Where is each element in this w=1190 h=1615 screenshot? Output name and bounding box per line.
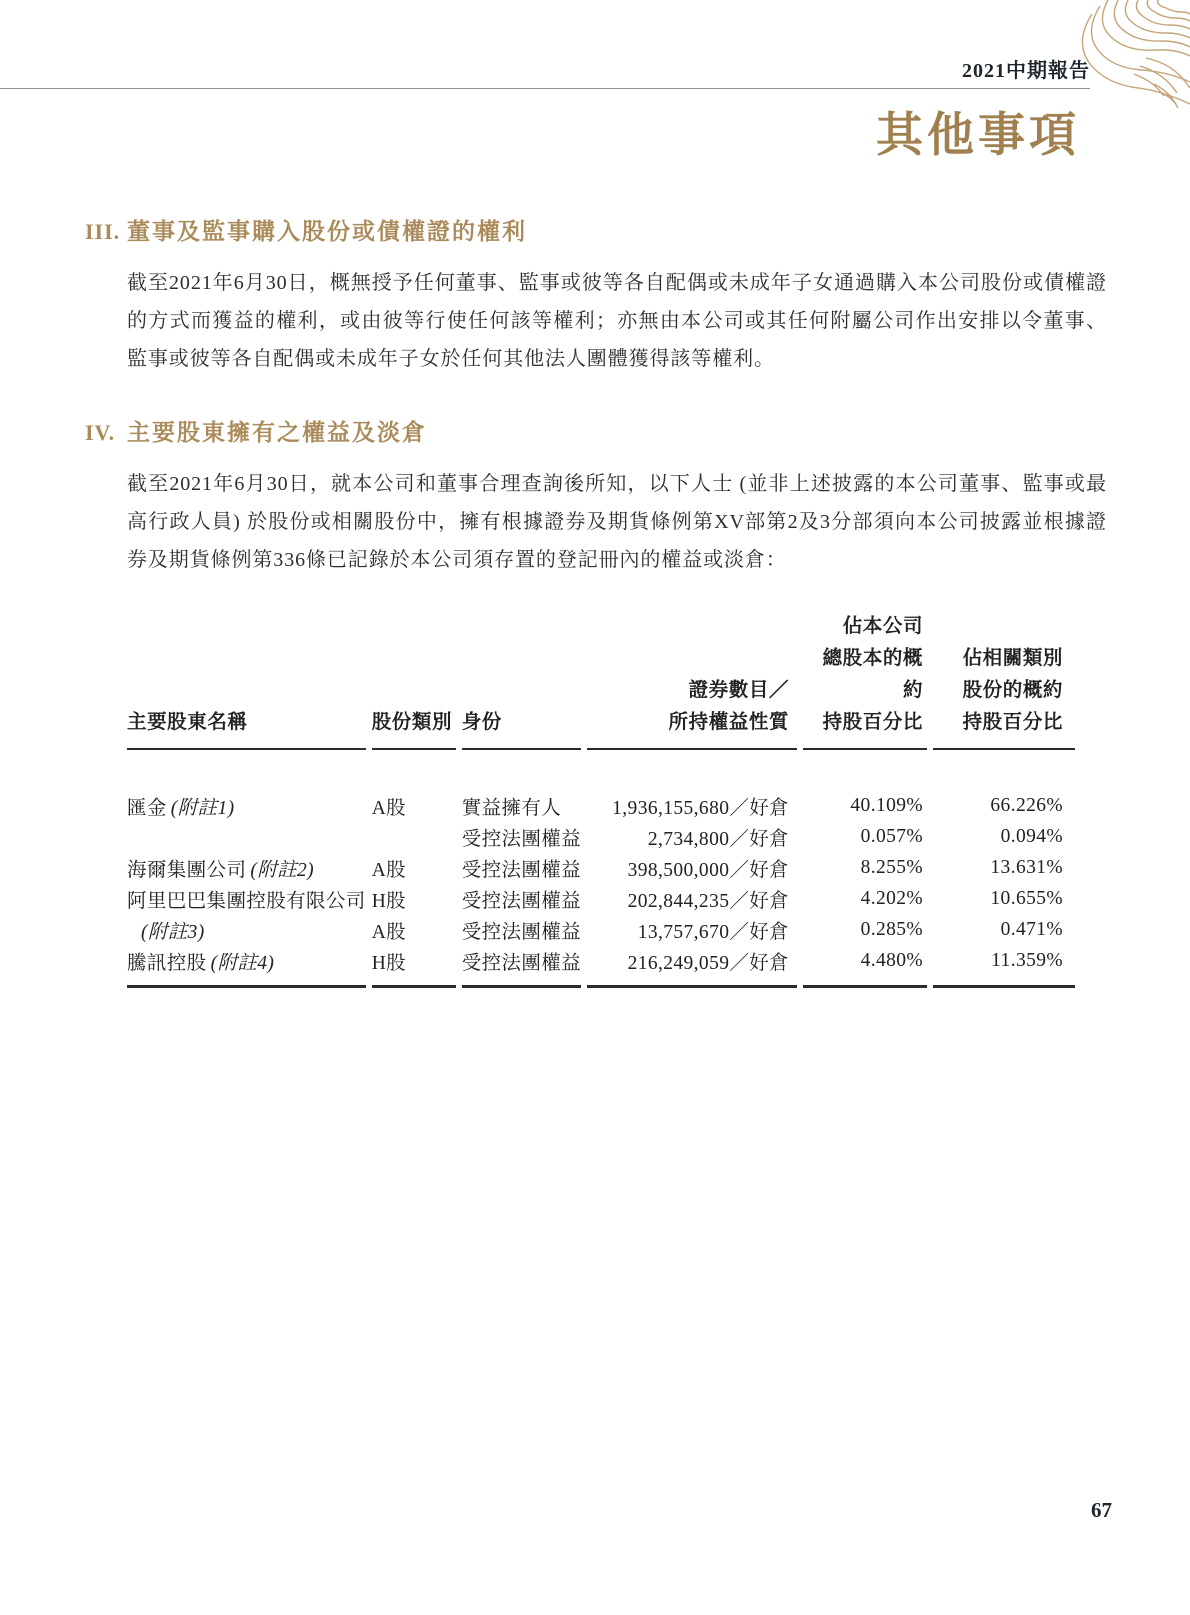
table-row: 海爾集團公司 (附註2) A股 受控法團權益 398,500,000／好倉 8.255% 13.631% <box>127 856 1064 881</box>
table-row: (附註3) A股 受控法團權益 13,757,670／好倉 0.285% 0.471% <box>141 918 1064 943</box>
section-iv-paragraph: 截至2021年6月30日，就本公司和董事合理查詢後所知，以下人士 (並非上述披露的本公司董事、監事或最高行政人員) 於股份或相關股份中，擁有根據證券及期貨條例第XV部第2及3分部須向本公司披露並根據證券及期貨條例第336條已記錄於本公司須存置的登記冊內的權益或淡倉： <box>127 473 1107 571</box>
table-row: 阿里巴巴集團控股有限公司 H股 受控法團權益 202,844,235／好倉 4.202% 10.655% <box>127 887 1064 912</box>
header-share-class: 股份類別 <box>372 611 456 750</box>
header-pct-class: 佔相關類別 股份的概約 持股百分比 <box>933 611 1075 750</box>
section-iv-title: 主要股東擁有之權益及淡倉 <box>127 420 427 445</box>
header-capacity: 身份 <box>462 611 581 750</box>
section-iv-heading <box>85 414 1107 447</box>
page-content <box>85 213 1107 988</box>
table-row: 騰訊控股 (附註4) H股 受控法團權益 216,249,059／好倉 4.480% 11.359% <box>127 945 1075 988</box>
report-year-label: 2021中期報告 <box>962 60 1090 82</box>
substantial-shareholders-table <box>121 611 1081 988</box>
table-row: 受控法團權益 2,734,800／好倉 0.057% 0.094% <box>461 825 1064 850</box>
section-iii-paragraph: 截至2021年6月30日，概無授予任何董事、監事或彼等各自配偶或未成年子女通過購入本公司股份或債權證的方式而獲益的權利，或由彼等行使任何該等權利；亦無由本公司或其任何附屬公司作出安排以令董事、監事或彼等各自配偶或未成年子女於任何其他法人團體獲得該等權利。 <box>127 272 1107 370</box>
table-row: 匯金 (附註1) A股 實益擁有人 1,936,155,680／好倉 40.109% 66.226% <box>127 794 1064 819</box>
section-iii-title: 董事及監事購入股份或債權證的權利 <box>127 219 527 244</box>
page-number: 67 <box>1091 1498 1112 1522</box>
table-header-row <box>127 611 1075 750</box>
section-iii-number: III. <box>85 219 121 244</box>
header-divider <box>0 88 1090 89</box>
section-iii-heading <box>85 213 1107 246</box>
header-pct-company: 佔本公司 總股本的概約 持股百分比 <box>803 611 927 750</box>
header-securities: 證券數目／ 所持權益性質 <box>587 611 797 750</box>
header-shareholder-name: 主要股東名稱 <box>127 611 366 750</box>
section-iv-number: IV. <box>85 420 116 445</box>
page-title: 其他事項 <box>876 110 1080 162</box>
